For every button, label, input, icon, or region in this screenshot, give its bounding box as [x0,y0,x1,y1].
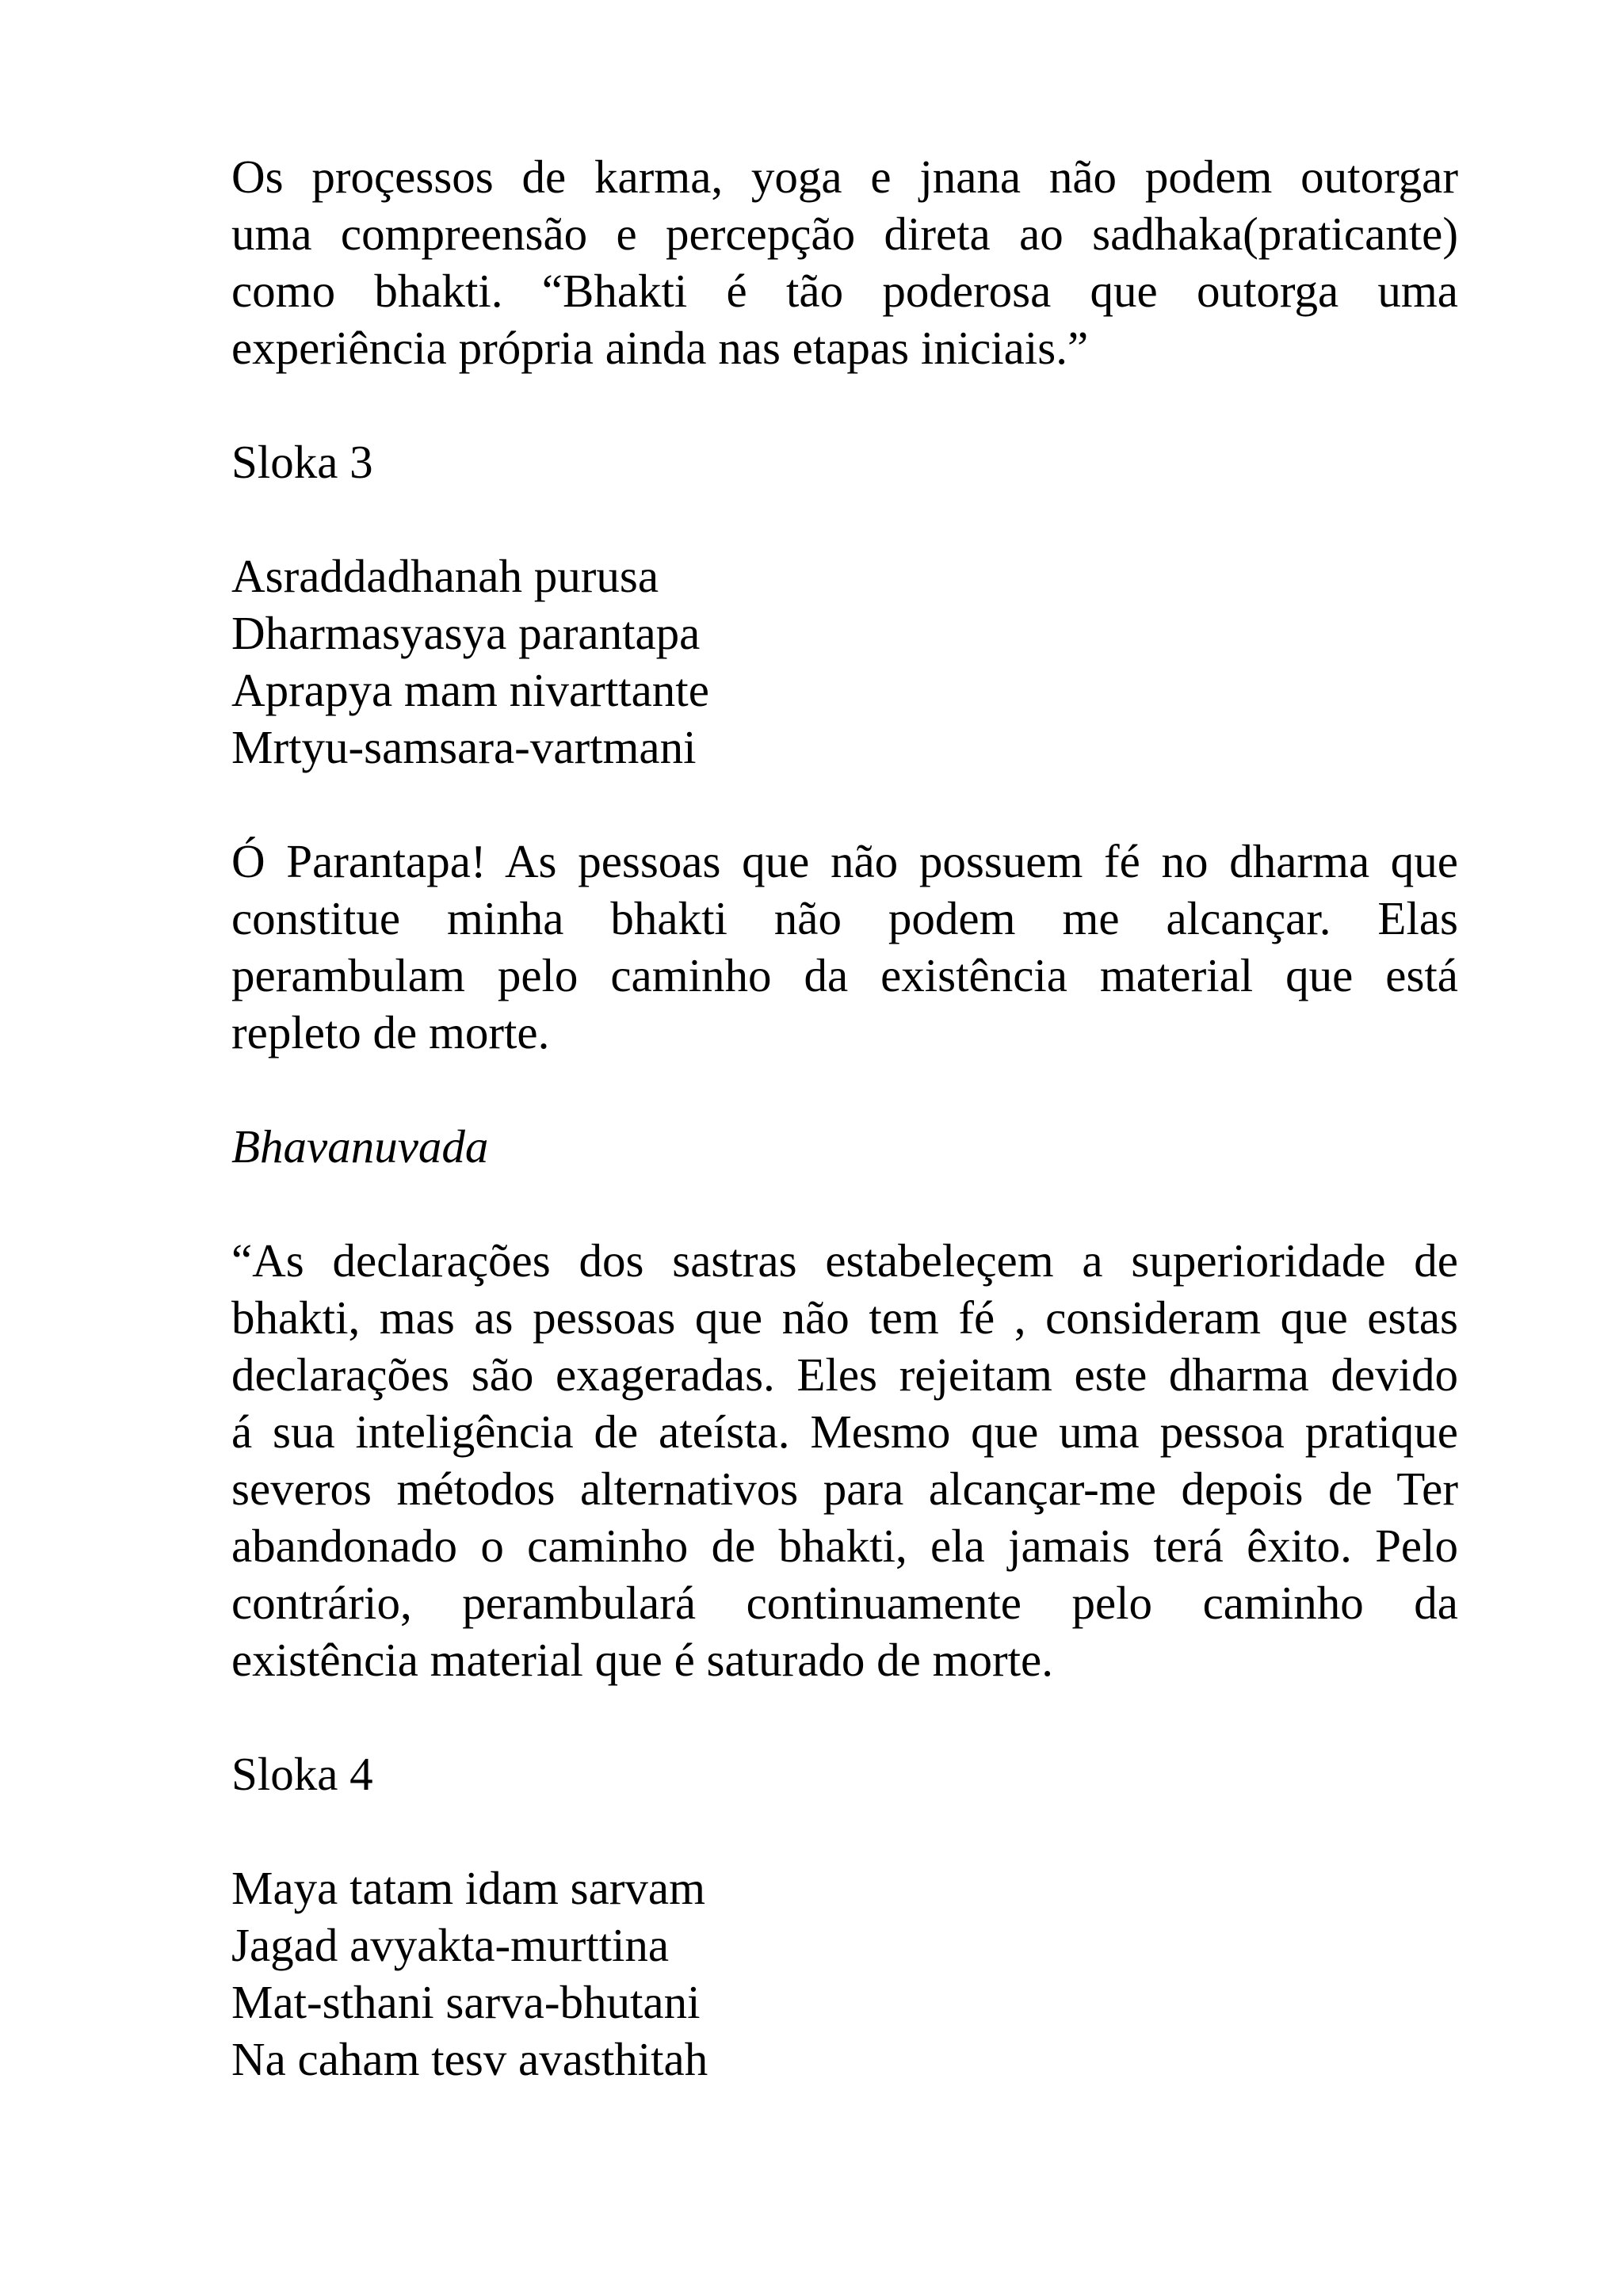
text-line: abandonado o caminho de bhakti, ela jamais terá êxito. Pelo [231,1520,1458,1572]
spacer [231,776,1458,833]
spacer [231,1802,1458,1859]
verse-line: Aprapya mam nivarttante [231,664,709,716]
sloka-3-verse [231,547,1458,776]
sloka-3-heading [231,433,1458,490]
verse-line: Asraddadhanah purusa [231,550,659,602]
text-line: experiência própria ainda nas etapas iniciais.” [231,322,1089,374]
verse-line: Maya tatam idam sarvam [231,1862,705,1914]
text-line: severos métodos alternativos para alcançar-me depois de Ter [231,1463,1458,1515]
text-line: á sua inteligência de ateísta. Mesmo que uma pessoa pratique [231,1405,1458,1458]
sloka-4-heading [231,1745,1458,1802]
text-line: como bhakti. “Bhakti é tão poderosa que outorga uma [231,265,1458,317]
bhavanuvada-heading [231,1118,1458,1175]
verse-line: Jagad avyakta-murttina [231,1919,670,1971]
text-line: constitue minha bhakti não podem me alcançar. Elas [231,892,1458,944]
spacer [231,1175,1458,1232]
text-line: repleto de morte. [231,1006,550,1058]
heading-text: Sloka 3 [231,436,373,488]
text-line: “As declarações dos sastras estabeleçem a superioridade de [231,1234,1458,1287]
text-line: declarações são exageradas. Eles rejeitam este dharma devido [231,1348,1458,1401]
document-page [231,148,1458,2088]
text-line: existência material que é saturado de morte. [231,1634,1053,1686]
spacer [231,1688,1458,1745]
intro-paragraph [231,148,1458,376]
text-line: uma compreensão e percepção direta ao sadhaka(praticante) [231,208,1458,260]
translation-paragraph [231,833,1458,1061]
heading-text: Bhavanuvada [231,1120,489,1173]
text-line: bhakti, mas as pessoas que não tem fé , consideram que estas [231,1291,1458,1344]
spacer [231,490,1458,547]
sloka-4-verse [231,1859,1458,2088]
verse-line: Na caham tesv avasthitah [231,2033,708,2085]
verse-line: Mat-sthani sarva-bhutani [231,1976,701,2028]
text-line: Ó Parantapa! As pessoas que não possuem fé no dharma que [231,835,1458,887]
text-line: Os proçessos de karma, yoga e jnana não podem outorgar [231,151,1458,203]
spacer [231,376,1458,433]
text-line: perambulam pelo caminho da existência material que está [231,949,1458,1001]
heading-text: Sloka 4 [231,1748,373,1800]
verse-line: Dharmasyasya parantapa [231,607,701,659]
text-line: contrário, perambulará continuamente pelo caminho da [231,1577,1458,1629]
verse-line: Mrtyu-samsara-vartmani [231,721,697,773]
spacer [231,1061,1458,1118]
commentary-paragraph [231,1232,1458,1688]
